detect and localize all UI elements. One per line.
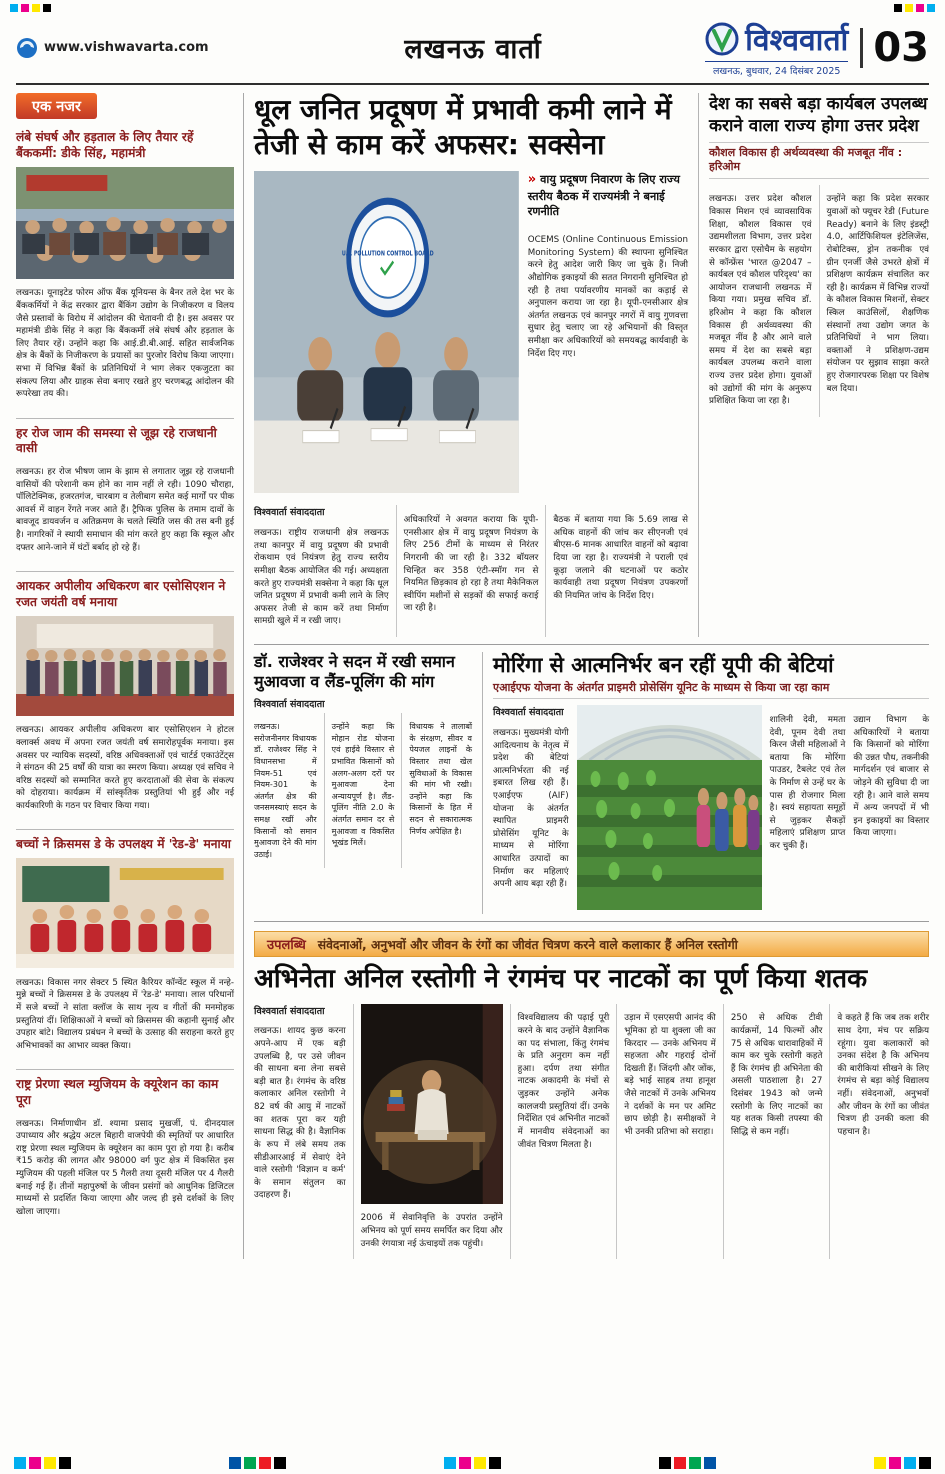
- cmyk-group: [659, 1457, 716, 1469]
- achievement-label: उपलब्धि: [267, 938, 306, 954]
- moringa-column-1-text: लखनऊ। मुख्यमंत्री योगी आदित्यनाथ के नेतृत्व में प्रदेश की बेटियां आत्मनिर्भरता की नई इबारत लिख रही हैं। एआईएफ (AIF) योजना के अंतर्गत स्थापित प्राइमरी प्रोसेसिंग यूनिट के माध्यम से मोरिंगा आधारित उत्पादों का निर्माण कर महिलाएं अपनी आय बढ़ा रही हैं।: [493, 727, 569, 890]
- stage-performance-photo: [361, 1004, 503, 1204]
- section-divider: [254, 921, 929, 922]
- one-glance-story-museum: [16, 1070, 234, 1235]
- kicker-arrow-icon: »: [527, 172, 537, 188]
- rajeshwar-column-2-text: उन्होंने कहा कि मोहान रोड योजना एवं हाईवे विस्तार से प्रभावित किसानों को अलग-अलग दरों पर मुआवजा देना अन्यायपूर्ण है। लैंड-पूलिंग नीति 2.0 के अंतर्गत समान दर से मुआवजा व विकसित भूखंड मिलें।: [331, 722, 395, 848]
- one-glance-story-red-day: [16, 830, 234, 1070]
- bank-workers-crowd-photo: [16, 167, 234, 279]
- rajeshwar-headline: डॉ. राजेश्वर ने सदन में रखी समान मुआवजा व लैंड-पूलिंग की मांग: [254, 651, 455, 692]
- globe-icon: [16, 37, 38, 59]
- lead-column-2: [396, 505, 546, 636]
- children-red-day-photo: [16, 858, 234, 968]
- dateline: लखनऊ, बुधवार, 24 दिसंबर 2025: [705, 61, 848, 77]
- rastogi-column-5-text: 250 से अधिक टीवी कार्यक्रमों, 14 फिल्मों और 75 से अधिक धारावाहिकों में काम कर चुके रस्तोगी कहते हैं कि रंगमंच ही अभिनेता की असली पाठशाला है। 27 दिसंबर 1943 को जन्मे रस्तोगी के लिए नाटकों का यह शतक किसी तपस्या की सिद्धि से कम नहीं।: [730, 1013, 823, 1137]
- workforce-subhead: कौशल विकास ही अर्थव्यवस्था की मजबूत नींव : हरिओम: [709, 142, 929, 179]
- one-glance-story-jam: [16, 419, 234, 572]
- print-registration-marks-top-right: [894, 4, 935, 12]
- rastogi-photo-column-text: 2006 में सेवानिवृत्ति के उपरांत उन्होंने अभिनय को पूर्ण समय समर्पित कर दिया और उनकी रंगयात्रा नई ऊंचाइयों तक पहुंची।: [360, 1213, 503, 1249]
- rastogi-byline: विश्ववार्ता संवाददाता: [254, 1005, 325, 1017]
- rastogi-column-6-text: वे कहते हैं कि जब तक शरीर साथ देगा, मंच पर सक्रिय रहूंगा। युवा कलाकारों को उनका संदेश है कि अभिनय की बारीकियां सीखने के लिए रंगमंच से बड़ा कोई विद्यालय नहीं। संवेदनाओं, अनुभवों और जीवन के रंगों का जीवंत चित्रण ही उनकी कला की पहचान है।: [837, 1013, 930, 1137]
- lead-text-columns: [254, 505, 688, 636]
- lead-side-paragraph: OCEMS (Online Continuous Emission Monitoring System) की स्थापना सुनिश्चित करने हेतु आदेश जारी किए जा चुके हैं। निजी औद्योगिक इकाइयों की सतत निगरानी सुनिश्चित हो रही है तथा पर्यावरणीय मानकों का कड़ाई से अनुपालन कराया जा रहा है। यूपी-एनसीआर क्षेत्र अंतर्गत लखनऊ एवं कानपुर नगरों में वायु गुणवत्ता सुधार हेतु चलाए जा रहे अभियानों की विस्तृत समीक्षा कर अधिकारियों को समयबद्ध कार्यवाही के निर्देश दिए गए।: [527, 235, 688, 359]
- moringa-story: [493, 652, 929, 915]
- lead-column-3: [545, 505, 688, 636]
- lead-byline: विश्ववार्ता संवाददाता: [254, 507, 325, 519]
- rajeshwar-column-3-text: विधायक ने तालाबों के संरक्षण, सीवर व पेयजल लाइनों के विस्तार तथा खेल सुविधाओं के विकास की मांग भी रखी। उन्होंने कहा कि किसानों के हित में सदन से सकारात्मक निर्णय अपेक्षित है।: [409, 722, 473, 836]
- rastogi-column-6: [829, 1004, 929, 1259]
- rastogi-column-3-text: विश्वविद्यालय की पढ़ाई पूरी करने के बाद उन्होंने वैज्ञानिक का पद संभाला, किंतु रंगमंच के प्रति अनुराग कम नहीं हुआ। दर्पण तथा संगीत नाटक अकादमी के मंचों से जुड़कर उन्होंने अनेक कालजयी प्रस्तुतियां दीं। उनके निर्देशित एवं अभिनीत नाटकों में मानवीय संवेदनाओं का जीवंत चित्रण मिलता है।: [517, 1013, 610, 1150]
- lead-column-1: [254, 505, 396, 636]
- masthead-right: [705, 18, 929, 77]
- rajeshwar-story: [254, 652, 483, 915]
- moringa-column-2-text: शालिनी देवी, ममता देवी, पूनम देवी तथा किरन जैसी महिलाओं ने बताया कि मोरिंगा पाउडर, टैबलेट एवं तेल के निर्माण से उन्हें घर के पास ही रोजगार मिला है। स्वयं सहायता समूहों से जुड़कर सैकड़ों महिलाएं प्रशिक्षण प्राप्त कर चुकी हैं।: [769, 714, 846, 852]
- lead-column-2-text: अधिकारियों ने अवगत कराया कि यूपी-एनसीआर क्षेत्र में वायु प्रदूषण नियंत्रण के लिए 256 टीमों के माध्यम से निरंतर निगरानी की जा रही है। 332 बॉयलर चिन्हित कर 358 एंटी-स्मॉग गन से नियमित छिड़काव हो रहा है तथा मैकेनिकल स्वीपिंग मशीनों से सड़कों की सफाई कराई जा रही है।: [403, 515, 539, 614]
- lead-kicker: [528, 171, 688, 219]
- page-number: 03: [860, 28, 929, 68]
- masthead: [16, 18, 929, 85]
- rastogi-text-columns: [254, 1004, 929, 1259]
- cmyk-group: [14, 1457, 71, 1469]
- workforce-column-2: [819, 185, 930, 417]
- rastogi-column-5: [723, 1004, 830, 1259]
- brand-logo-icon: [705, 22, 739, 56]
- main-column: [254, 93, 929, 1259]
- cmyk-group: [229, 1457, 286, 1469]
- bar-association-group-photo: [16, 616, 234, 716]
- print-registration-marks-bottom: [14, 1457, 931, 1469]
- moringa-byline: विश्ववार्ता संवाददाता: [493, 707, 564, 719]
- rastogi-photo-column: [353, 1004, 510, 1259]
- moringa-column-1: [493, 705, 569, 914]
- achievement-text: संवेदनाओं, अनुभवों और जीवन के रंगों का जीवंत चित्रण करने वाले कलाकार हैं अनिल रस्तोगी: [317, 937, 738, 952]
- rastogi-column-1-text: लखनऊ। शायद कुछ करना अपने-आप में एक बड़ी उपलब्धि है, पर उसे जीवन की साधना बना लेना सबसे बड़ी बात है। रंगमंच के वरिष्ठ कलाकार अनिल रस्तोगी ने 82 वर्ष की आयु में नाटकों का शतक पूरा कर यही साधना सिद्ध की है। वैज्ञानिक के रूप में लंबे समय तक सीडीआरआई में सेवाएं देने वाले रस्तोगी 'विज्ञान व कर्म' के समान संतुलन का उदाहरण हैं।: [254, 1026, 346, 1201]
- print-registration-marks-top-left: [10, 4, 51, 12]
- rajeshwar-column-1: [254, 713, 324, 868]
- rastogi-column-1: [254, 1004, 353, 1259]
- lead-column-3-text: बैठक में बताया गया कि 5.69 लाख से अधिक वाहनों की जांच कर सीएनजी एवं बीएस-6 मानक आधारित वाहनों को बढ़ावा दिया जा रहा है। राज्यमंत्री ने पराली एवं कूड़ा जलाने की घटनाओं पर कठोर कार्यवाही तथा प्रदूषण नियंत्रण उपकरणों की नियमित जांच के निर्देश दिए।: [553, 515, 689, 601]
- workforce-headline: देश का सबसे बड़ा कार्यबल उपलब्ध कराने वाला राज्य होगा उत्तर प्रदेश: [709, 94, 928, 137]
- story-headline: राष्ट्र प्रेरणा स्थल म्युजियम के क्यूरेशन का काम पूरा: [16, 1077, 219, 1108]
- cmyk-group: [874, 1457, 931, 1469]
- moringa-greenhouse-photo: [577, 705, 762, 910]
- moringa-column-2: [770, 705, 846, 914]
- rajeshwar-text-columns: [254, 713, 472, 868]
- achievement-bar: [254, 931, 929, 957]
- story-headline: लंबे संघर्ष और हड़ताल के लिए तैयार रहें बैंककर्मी: डीके सिंह, महामंत्री: [16, 130, 194, 160]
- rajeshwar-column-2: [324, 713, 402, 868]
- cmyk-group: [444, 1457, 501, 1469]
- story-headline: आयकर अपीलीय अधिकरण बार एसोसिएशन ने रजत जयंती वर्ष मनाया: [16, 578, 226, 609]
- one-glance-header: एक नजर: [16, 93, 97, 119]
- workforce-story: [709, 93, 929, 637]
- page-content: [0, 85, 945, 1289]
- pollution-meeting-photo: [254, 171, 519, 493]
- lead-column-1-text: लखनऊ। राष्ट्रीय राजधानी क्षेत्र लखनऊ तथा कानपुर में वायु प्रदूषण की प्रभावी रोकथाम एवं नियंत्रण हेतु राज्य स्तरीय समीक्षा बैठक आयोजित की गई। अध्यक्षता करते हुए राज्यमंत्री सक्सेना ने कहा कि धूल जनित प्रदूषण में प्रभावी कमी लाने के लिए अफसर तेजी से काम करें तथा निर्माण सामग्री खुले में न रखी जाए।: [254, 528, 389, 627]
- rajeshwar-column-1-text: लखनऊ। सरोजनीनगर विधायक डॉ. राजेश्वर सिंह ने विधानसभा में नियम-51 एवं नियम-301 के अंतर्गत क्षेत्र की जनसमस्याएं सदन के समक्ष रखीं और किसानों को समान मुआवजा देने की मांग उठाई।: [254, 722, 317, 859]
- story-body: लखनऊ। निर्माणाधीन डॉ. श्यामा प्रसाद मुखर्जी, पं. दीनदयाल उपाध्याय और श्रद्धेय अटल बिहारी वाजपेयी की स्मृतियों पर आधारित राष्ट्र प्रेरणा स्थल म्युजियम के क्यूरेशन का काम पूरा हो गया है। करीब ₹15 करोड़ की लागत और 98000 वर्ग फुट क्षेत्र में विकसित इस म्युजियम की पहली मंजिल पर 5 गैलरी तथा दूसरी मंजिल पर 4 गैलरी बनाई गई हैं। तीनों महापुरुषों के जीवन प्रसंगों को आधुनिक डिजिटल माध्यमों से प्रदर्शित किया जाएगा और जल्द ही इसे दर्शकों के लिए खोला जाएगा।: [16, 1118, 234, 1217]
- story-body: लखनऊ। यूनाइटेड फोरम ऑफ बैंक यूनियन्स के बैनर तले देश भर के बैंककर्मियों ने केंद्र सरकार द्वारा बैंकिंग उद्योग के निजीकरण व विलय जैसे प्रस्तावों के विरोध में आंदोलन की चेतावनी दी है। इस अवसर पर महामंत्री डीके सिंह ने कहा कि बैंककर्मी लंबे संघर्ष और हड़ताल के लिए तैयार रहें। उन्होंने कहा कि आई.डी.बी.आई. सहित सार्वजनिक क्षेत्र के बैंकों के निजीकरण के प्रयासों का पुरजोर विरोध किया जाएगा। सभा में विभिन्न बैंकों के प्रतिनिधियों ने भाग लेकर एकजुटता का संकल्प लिया और ग्राहक सेवा बनाए रखते हुए चरणबद्ध आंदोलन की रूपरेखा तय की।: [16, 288, 234, 400]
- workforce-column-2-text: उन्होंने कहा कि प्रदेश सरकार युवाओं को फ्यूचर रेडी (Future Ready) बनाने के लिए इंडस्ट्री 4.0, आर्टिफिशियल इंटेलिजेंस, रोबोटिक्स, ड्रोन तकनीक एवं ग्रीन एनर्जी जैसे उभरते क्षेत्रों में प्रशिक्षण कार्यक्रम संचालित कर रही है। कार्यक्रम में विभिन्न राज्यों के कौशल विकास मिशनों, सेक्टर स्किल काउंसिलों, शैक्षणिक संस्थानों तथा उद्योग जगत के प्रतिनिधियों ने भाग लिया। वक्ताओं ने प्रशिक्षण-उद्यम संयोजन पर सुझाव साझा करते हुए रोजगारपरक शिक्षा पर विशेष बल दिया।: [826, 194, 929, 394]
- moringa-body-row: [493, 705, 929, 914]
- moringa-headline: मोरिंगा से आत्मनिर्भर बन रहीं यूपी की बेटियां: [493, 652, 834, 677]
- official-figures: [297, 332, 479, 423]
- story-body: लखनऊ। विकास नगर सेक्टर 5 स्थित कैरियर कॉन्वेंट स्कूल में नन्हे-मुन्ने बच्चों ने क्रिसमस डे के उपलक्ष्य में 'रेड-डे' मनाया। लाल परिधानों में सजे बच्चों ने सांता क्लॉज के साथ नृत्य व गीतों की मनमोहक प्रस्तुतियां दीं। शिक्षिकाओं ने बच्चों को क्रिसमस की कहानी सुनाई और उपहार बांटे। विद्यालय प्रबंधन ने बच्चों के उत्साह की सराहना करते हुए अभिभावकों का आभार व्यक्त किया।: [16, 977, 234, 1051]
- website-url: www.vishwavarta.com: [44, 40, 209, 55]
- moringa-column-3-text: उद्यान विभाग के अधिकारियों ने बताया कि किसानों को मोरिंगा की उन्नत पौध, तकनीकी मार्गदर्शन एवं बाजार से जोड़ने की सुविधा दी जा रही है। आने वाले समय में अन्य जनपदों में भी इन इकाइयों का विस्तार किया जाएगा।: [853, 714, 930, 839]
- lead-kicker-text: वायु प्रदूषण निवारण के लिए राज्य स्तरीय बैठक में राज्यमंत्री ने बनाई रणनीति: [527, 173, 680, 219]
- section-divider: [254, 644, 929, 645]
- story-headline: बच्चों ने क्रिसमस डे के उपलक्ष्य में 'रेड-डे' मनाया: [16, 837, 231, 852]
- one-glance-story-bar-association: [16, 572, 234, 830]
- rastogi-story: [254, 929, 929, 1259]
- lead-headline: धूल जनित प्रदूषण में प्रभावी कमी लाने में तेजी से काम करें अफसर: सक्सेना: [254, 93, 672, 161]
- mid-row: [254, 652, 929, 915]
- rajeshwar-column-3: [401, 713, 472, 868]
- workforce-column-1-text: लखनऊ। उत्तर प्रदेश कौशल विकास मिशन एवं व्यावसायिक शिक्षा, कौशल विकास एवं उद्यमशीलता विभाग, उत्तर प्रदेश सरकार द्वारा एसोचैम के सहयोग से कॉन्फ्रेंस 'भारत @2047 – कार्यबल एवं कौशल परिदृश्य' का आयोजन राजधानी लखनऊ में किया गया। प्रमुख सचिव डॉ. हरिओम ने कहा कि कौशल विकास ही अर्थव्यवस्था की मजबूत नींव है और आने वाले समय में देश का सबसे बड़ा कार्यबल उपलब्ध कराने वाला राज्य उत्तर प्रदेश होगा। युवाओं को उद्योगों की मांग के अनुरूप प्रशिक्षित किया जा रहा है।: [709, 194, 812, 407]
- pollution-board-logo-text: U.P. POLLUTION CONTROL BOARD: [341, 250, 434, 259]
- page-section-title: लखनऊ वार्ता: [404, 34, 542, 65]
- moringa-subhead: एआईएफ योजना के अंतर्गत प्राइमरी प्रोसेसिंग यूनिट के माध्यम से किया जा रहा काम: [493, 681, 929, 699]
- story-body: लखनऊ। आयकर अपीलीय अधिकरण बार एसोसिएशन ने होटल क्लार्क्स अवध में अपना रजत जयंती वर्ष समारोहपूर्वक मनाया। इस अवसर पर न्यायिक सदस्यों, वरिष्ठ अधिवक्ताओं एवं चार्टर्ड एकाउंटेंट्स ने संगठन की 25 वर्षों की यात्रा का स्मरण किया। अध्यक्ष एवं सचिव ने वरिष्ठ सदस्यों को सम्मानित करते हुए करदाताओं की सेवा के संकल्प को दोहराया। कार्यक्रम में सांस्कृतिक प्रस्तुतियां भी हुईं और नई कार्यकारिणी के गठन पर विचार किया गया।: [16, 725, 234, 811]
- story-headline: हर रोज जाम की समस्या से जूझ रहे राजधानी वासी: [16, 425, 217, 456]
- top-row: [254, 93, 929, 637]
- rastogi-column-3: [510, 1004, 617, 1259]
- brand-block: [705, 18, 848, 77]
- rastogi-headline: अभिनेता अनिल रस्तोगी ने रंगमंच पर नाटकों का पूर्ण किया शतक: [254, 964, 868, 995]
- rastogi-column-4: [616, 1004, 723, 1259]
- one-glance-story-bank: [16, 123, 234, 419]
- story-body: लखनऊ। हर रोज भीषण जाम के झाम से लगातार जूझ रहे राजधानी वासियों की परेशानी कम होने का नाम नहीं ले रही। 1090 चौराहा, पॉलिटेक्निक, हजरतगंज, चारबाग व तेलीबाग समेत कई मार्गों पर पीक आवर्स में वाहन रेंगते नजर आते हैं। ट्रैफिक पुलिस के तमाम दावों के बावजूद डायवर्जन व अतिक्रमण के चलते स्थिति जस की तस बनी हुई है। नागरिकों ने स्थायी समाधान की मांग करते हुए कहा कि स्कूल और दफ्तर आने-जाने में घंटों बर्बाद हो रहे हैं।: [16, 466, 234, 553]
- masthead-left: [16, 37, 241, 59]
- one-glance-column: [16, 93, 244, 1259]
- rastogi-column-4-text: उड़ान में एसएसपी आनंद की भूमिका हो या शुक्ला जी का किरदार — उनके अभिनय में सहजता और गहराई दोनों दिखती हैं। जिंदगी और जोंक, बड़े भाई साहब तथा हानूश जैसे नाटकों में उनके अभिनय ने दर्शकों के मन पर अमिट छाप छोड़ी है। समीक्षकों ने भी उनकी प्रतिभा को सराहा।: [624, 1013, 716, 1137]
- workforce-column-1: [709, 185, 819, 417]
- lead-story: [254, 93, 699, 637]
- workforce-text-columns: [709, 185, 929, 417]
- brand-name: विश्ववार्ता: [745, 23, 849, 58]
- rajeshwar-byline: विश्ववार्ता संवाददाता: [254, 699, 325, 711]
- moringa-column-3: [853, 705, 929, 914]
